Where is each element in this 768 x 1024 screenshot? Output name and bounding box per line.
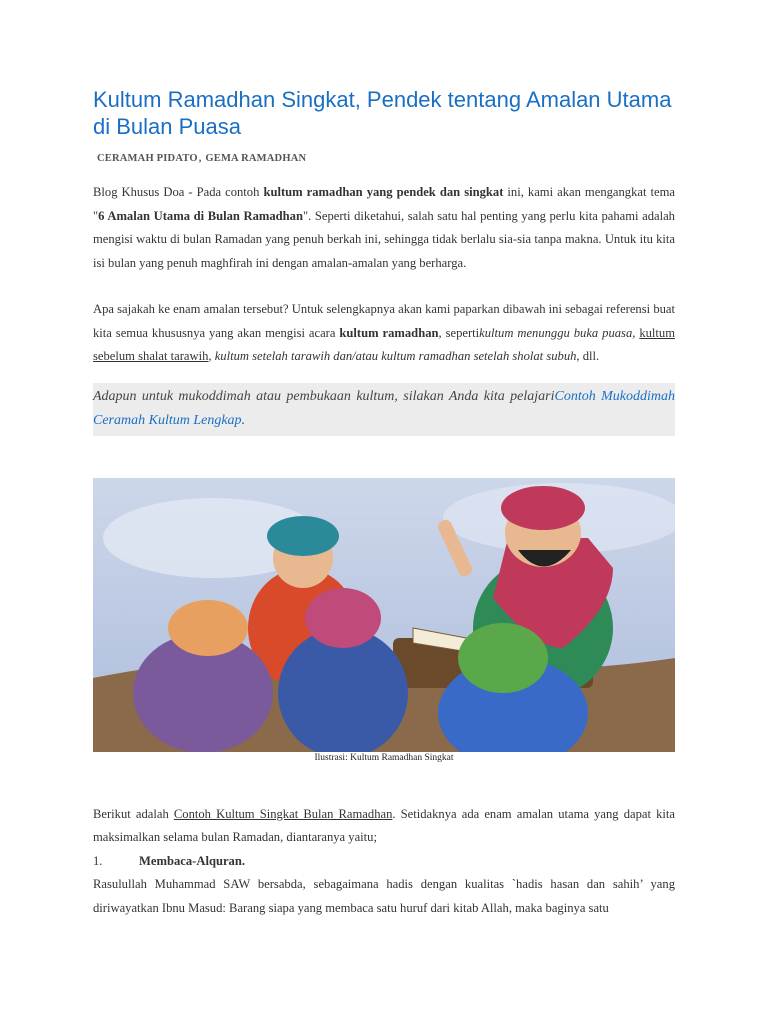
category-list: [97, 153, 675, 164]
bold-text: kultum ramadhan yang pendek dan singkat: [263, 185, 504, 199]
contoh-kultum-link[interactable]: Contoh Kultum Singkat Bulan Ramadhan: [173, 806, 393, 821]
text-run: ,: [208, 349, 215, 363]
category-link[interactable]: CERAMAH PIDATO: [97, 153, 198, 164]
bold-text: kultum ramadhan: [339, 325, 439, 340]
category-separator: ,: [198, 153, 202, 164]
illustration-drawing: [93, 478, 675, 752]
third-paragraph: [93, 803, 675, 850]
text-run: Apa sajakah ke enam amalan tersebut? Untuk selengkapnya akan kami paparkan dibawah ini sebagai referensi buat kita semua khususnya yang akan mengisi acara: [93, 302, 675, 340]
article: [93, 86, 675, 920]
second-paragraph: [93, 298, 675, 369]
text-run: , dll.: [576, 349, 600, 363]
blockquote: [93, 383, 675, 436]
man-turban: [267, 516, 339, 556]
text-run: ini, kami akan mengangkat tema ": [93, 185, 675, 223]
figure-turban: [458, 623, 548, 693]
italic-text: kultum menunggu buka puasa: [479, 325, 633, 340]
illustration-image: [93, 478, 675, 752]
intro-paragraph: [93, 181, 675, 275]
underlined-link[interactable]: kultum sebelum shalat tarawih: [93, 325, 676, 363]
text-run: ,: [632, 325, 640, 340]
quote-end: .: [241, 412, 246, 428]
text-run: Blog Khusus Doa - Pada contoh: [93, 185, 264, 199]
image-caption: Ilustrasi: Kultum Ramadhan Singkat: [314, 752, 454, 763]
italic-text: kultum setelah tarawih dan/atau kultum ramadhan setelah sholat subuh: [214, 349, 577, 363]
text-run: ". Seperti diketahui, salah satu hal penting yang perlu kita pahami adalah mengisi waktu di bulan Ramadan yang penuh berkah ini, sehingga tidak berlalu sia-sia tanpa makna. Untuk itu kita isi bulan yang penuh maghfirah ini dengan amalan-amalan yang berharga.: [93, 208, 675, 270]
quote-text: Adapun untuk mukoddimah atau pembukaan kultum, silakan Anda kita pelajari: [93, 388, 555, 404]
fourth-paragraph: Rasulullah Muhammad SAW bersabda, sebagaimana hadis dengan kualitas `hadis hasan dan sahih’ yang diriwayatkan Ibnu Masud: Barang siapa yang membaca satu huruf dari kitab Allah, maka baginya satu: [93, 877, 675, 915]
figure-turban: [168, 600, 248, 656]
bold-text: 6 Amalan Utama di Bulan Ramadhan: [98, 208, 303, 223]
list-label: Membaca-Alquran.: [139, 853, 245, 868]
speaker-turban: [501, 486, 585, 530]
text-run: Berikut adalah: [93, 806, 174, 821]
article-title: Kultum Ramadhan Singkat, Pendek tentang Amalan Utama di Bulan Puasa: [93, 87, 672, 139]
mukoddimah-link[interactable]: Contoh Mukoddimah Ceramah Kultum Lengkap: [93, 388, 676, 428]
list-number: 1.: [93, 853, 103, 868]
figure-turban: [305, 588, 381, 648]
text-run: , seperti: [438, 325, 480, 340]
text-run: . Setidaknya ada enam amalan utama yang dapat kita maksimalkan selama bulan Ramadan, diantaranya yaitu;: [93, 806, 675, 844]
list-item: [93, 850, 675, 874]
category-link[interactable]: GEMA RAMADHAN: [205, 153, 307, 164]
